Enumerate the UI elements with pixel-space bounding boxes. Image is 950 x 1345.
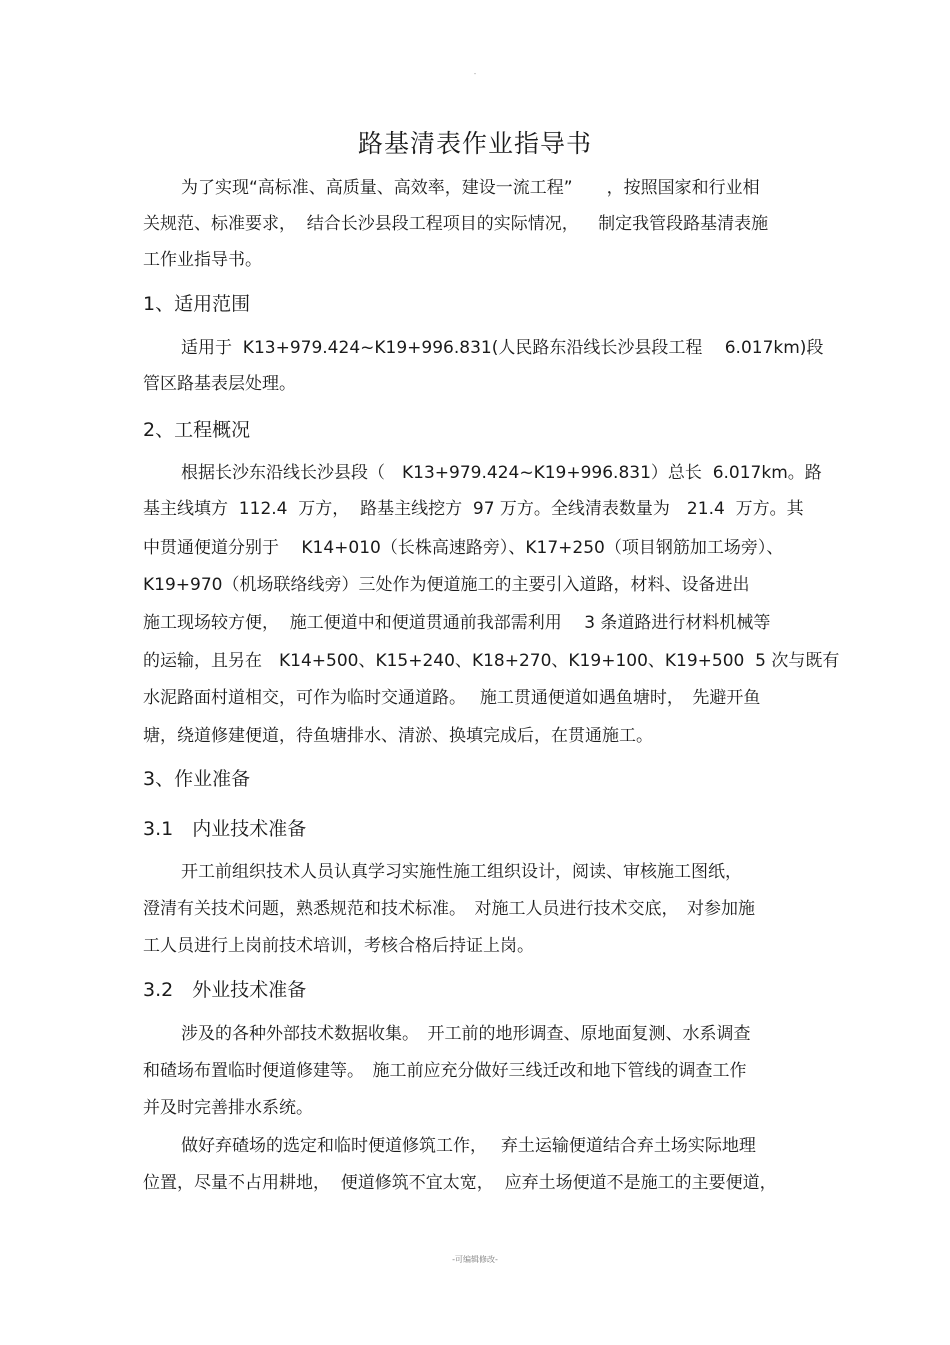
section-3-heading: 3、作业准备 [143, 768, 251, 790]
section-2-line-2: 基主线填方 112.4 万方， 路基主线挖方 97 万方。全线清表数量为 21.4 万方。其 [143, 499, 804, 519]
intro-line-1: 为了实现“高标准、高质量、高效率，建设一流工程” ，按照国家和行业相 [181, 178, 760, 198]
section-2-line-5: 施工现场较方便， 施工便道中和便道贯通前我部需利用 3 条道路进行材料机械等 [143, 613, 771, 633]
page-footer: -可编辑修改- [452, 1255, 498, 1264]
section-3-2-line-5: 位置，尽量不占用耕地， 便道修筑不宜太宽， 应弃土场便道不是施工的主要便道， [143, 1173, 777, 1193]
section-2-line-1: 根据长沙东沿线长沙县段（ K13+979.424~K19+996.831）总长 6.017km。路 [181, 463, 822, 483]
intro-line-2: 关规范、标准要求， 结合长沙县段工程项目的实际情况， 制定我管段路基清表施 [143, 214, 769, 234]
header-mark: - [473, 70, 477, 78]
section-3-2-line-1: 涉及的各种外部技术数据收集。 开工前的地形调查、原地面复测、水系调查 [181, 1024, 751, 1044]
section-3-1-line-3: 工人员进行上岗前技术培训，考核合格后持证上岗。 [143, 936, 534, 956]
section-3-2-line-3: 并及时完善排水系统。 [143, 1098, 313, 1118]
section-2-line-7: 水泥路面村道相交，可作为临时交通道路。 施工贯通便道如遇鱼塘时， 先避开鱼 [143, 688, 761, 708]
section-3-2-line-2: 和碴场布置临时便道修建等。 施工前应充分做好三线迁改和地下管线的调查工作 [143, 1061, 747, 1081]
section-3-1-line-2: 澄清有关技术问题，熟悉规范和技术标准。 对施工人员进行技术交底， 对参加施 [143, 899, 755, 919]
intro-line-3: 工作业指导书。 [143, 250, 262, 270]
section-2-heading: 2、工程概况 [143, 419, 251, 441]
section-1-heading: 1、适用范围 [143, 293, 251, 315]
section-2-line-6: 的运输，且另在 K14+500、K15+240、K18+270、K19+100、K19+500 5 次与既有 [143, 651, 840, 671]
section-3-1-heading: 3.1 内业技术准备 [143, 818, 307, 840]
section-2-line-3: 中贯通便道分别于 K14+010（长株高速路旁）、K17+250（项目钢筋加工场旁）、 [143, 538, 784, 558]
section-3-1-line-1: 开工前组织技术人员认真学习实施性施工组织设计，阅读、审核施工图纸， [181, 862, 742, 882]
section-2-line-8: 塘，绕道修建便道，待鱼塘排水、清淤、换填完成后，在贯通施工。 [143, 726, 653, 746]
section-3-2-heading: 3.2 外业技术准备 [143, 979, 307, 1001]
section-1-line-1: 适用于 K13+979.424~K19+996.831(人民路东沿线长沙县段工程 6.017km)段 [181, 338, 824, 358]
document-title: 路基清表作业指导书 [357, 129, 592, 158]
section-1-line-2: 管区路基表层处理。 [143, 374, 296, 394]
section-3-2-line-4: 做好弃碴场的选定和临时便道修筑工作， 弃土运输便道结合弃土场实际地理 [181, 1136, 756, 1156]
section-2-line-4: K19+970（机场联络线旁）三处作为便道施工的主要引入道路，材料、设备进出 [143, 575, 750, 595]
